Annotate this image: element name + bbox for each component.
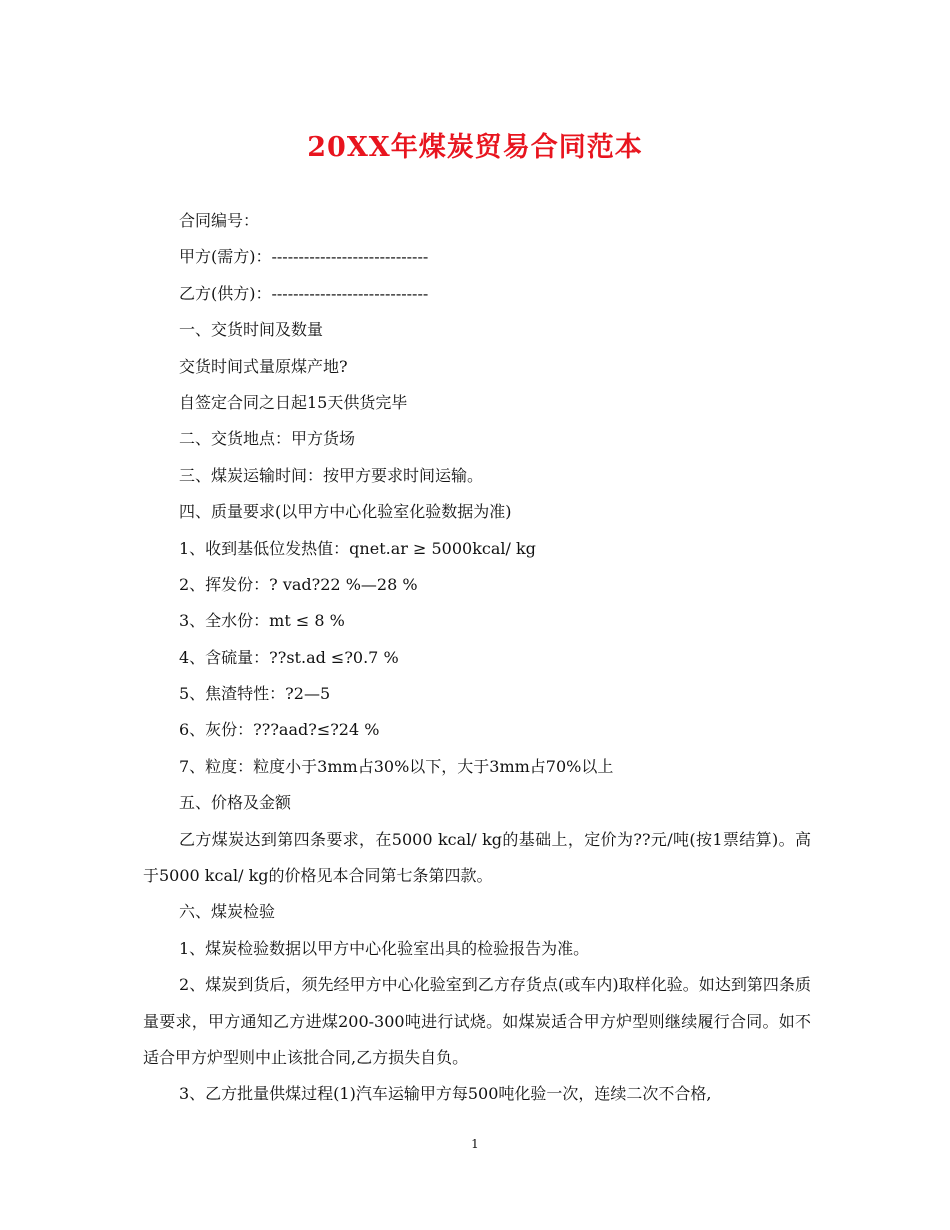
section-heading: 一、交货时间及数量 — [179, 320, 324, 340]
document-body — [143, 203, 811, 1113]
party-b-line: 乙方(供方)：----------------------------- — [179, 283, 429, 303]
inspection-paragraph-3: 3、乙方批量供煤过程(1)汽车运输甲方每500吨化验一次，连续二次不合格, — [179, 1084, 712, 1104]
inspection-paragraph-1: 1、煤炭检验数据以甲方中心化验室出具的检验报告为准。 — [179, 938, 590, 958]
quality-item: 2、挥发份：? vad?22 %—28 % — [179, 574, 418, 594]
text-line: 交货时间式量原煤产地? — [179, 356, 348, 376]
document-title: 20XX年煤炭贸易合同范本 — [307, 132, 643, 163]
party-a-line: 甲方(需方)：----------------------------- — [179, 247, 429, 267]
section-heading: 六、煤炭检验 — [179, 902, 276, 922]
section-heading: 四、质量要求(以甲方中心化验室化验数据为准) — [179, 502, 512, 522]
quality-item: 5、焦渣特性：?2—5 — [179, 684, 331, 704]
section-heading: 二、交货地点：甲方货场 — [179, 429, 356, 449]
quality-item: 7、粒度：粒度小于3mm占30%以下，大于3mm占70%以上 — [179, 756, 614, 776]
price-paragraph: 乙方煤炭达到第四条要求，在5000 kcal/ kg的基础上，定价为??元/吨(按1票结算)。高于5000 kcal/ kg的价格见本合同第七条第四款。 — [143, 829, 811, 886]
section-heading: 三、煤炭运输时间：按甲方要求时间运输。 — [179, 465, 484, 485]
section-heading: 五、价格及金额 — [179, 793, 292, 813]
inspection-paragraph-2: 2、煤炭到货后，须先经甲方中心化验室到乙方存货点(或车内)取样化验。如达到第四条质量要求，甲方通知乙方进煤200-300吨进行试烧。如煤炭适合甲方炉型则继续履行合同。如不适合甲方炉型则中止该批合同,乙方损失自负。 — [143, 975, 811, 1068]
page-number: 1 — [471, 1137, 479, 1151]
contract-number-line: 合同编号： — [179, 211, 260, 230]
quality-item: 4、含硫量：??st.ad ≤?0.7 % — [179, 647, 399, 667]
quality-item: 3、全水份：mt ≤ 8 % — [179, 611, 345, 631]
quality-item: 1、收到基低位发热值：qnet.ar ≥ 5000kcal/ kg — [179, 538, 536, 558]
text-line: 自签定合同之日起15天供货完毕 — [179, 392, 408, 412]
quality-item: 6、灰份：???aad?≤?24 % — [179, 720, 380, 740]
